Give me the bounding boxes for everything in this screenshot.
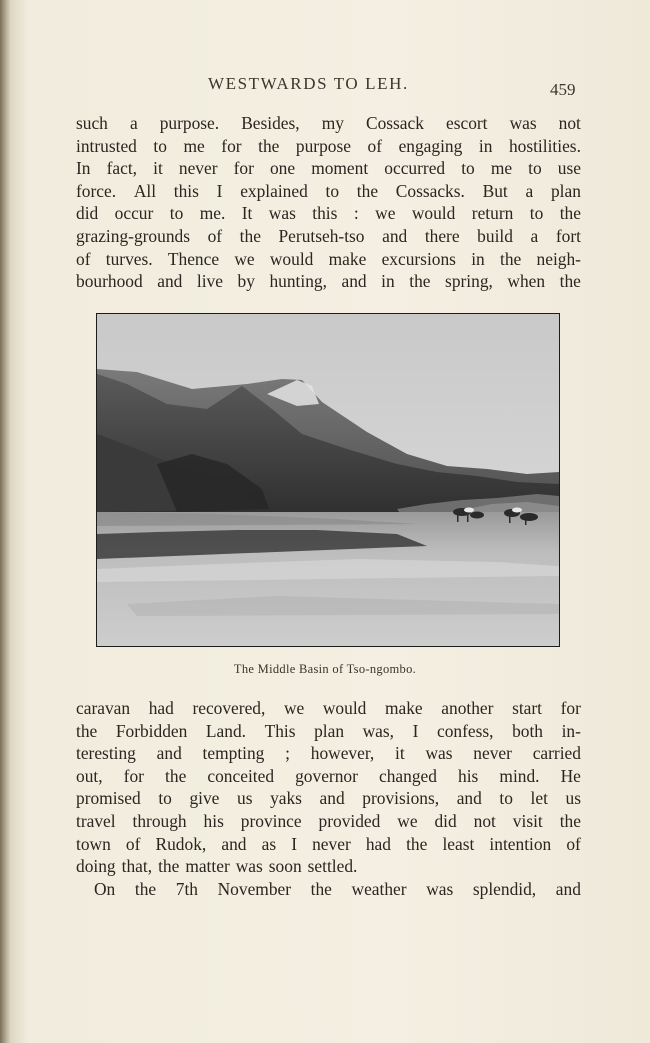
text-line: bourhood and live by hunting, and in the spring, when the	[76, 271, 581, 292]
text-line: such a purpose. Besides, my Cossack escort was not	[76, 113, 581, 133]
text-line: of turves. Thence we would make excursions in the neigh-	[76, 248, 581, 269]
text-line: teresting and tempting ; however, it was never carried	[76, 743, 581, 764]
text-line: did occur to me. It was this : we would return to the	[76, 203, 581, 224]
mountain-lake-image	[97, 314, 559, 646]
text-line: grazing-grounds of the Perutseh-tso and there build a fort	[76, 225, 581, 246]
book-binding-edge	[0, 0, 10, 1043]
text-line: On the 7th November the weather was splendid, and	[94, 878, 581, 899]
paragraph-2	[76, 697, 581, 900]
page-number: 459	[550, 80, 576, 99]
text-line: the Forbidden Land. This plan was, I confess, both in-	[76, 720, 581, 741]
figure-caption: The Middle Basin of Tso-ngombo.	[233, 662, 417, 676]
page-header	[0, 74, 650, 98]
text-line: In fact, it never for one moment occurred to me to use	[76, 158, 581, 179]
text-line: out, for the conceited governor changed his mind. He	[76, 765, 581, 786]
landscape-photograph	[96, 313, 560, 647]
running-title: WESTWARDS TO LEH.	[208, 74, 409, 93]
text-line: force. All this I explained to the Cossacks. But a plan	[76, 180, 581, 201]
text-line: doing that, the matter was soon settled.	[76, 856, 358, 877]
paragraph-1	[76, 112, 581, 293]
text-line: promised to give us yaks and provisions, and to let us	[76, 788, 581, 809]
text-line: town of Rudok, and as I never had the least intention of	[76, 833, 581, 854]
text-line: travel through his province provided we did not visit the	[76, 810, 581, 831]
text-line: caravan had recovered, we would make another start for	[76, 698, 581, 718]
text-line: intrusted to me for the purpose of engaging in hostilities.	[76, 135, 581, 156]
